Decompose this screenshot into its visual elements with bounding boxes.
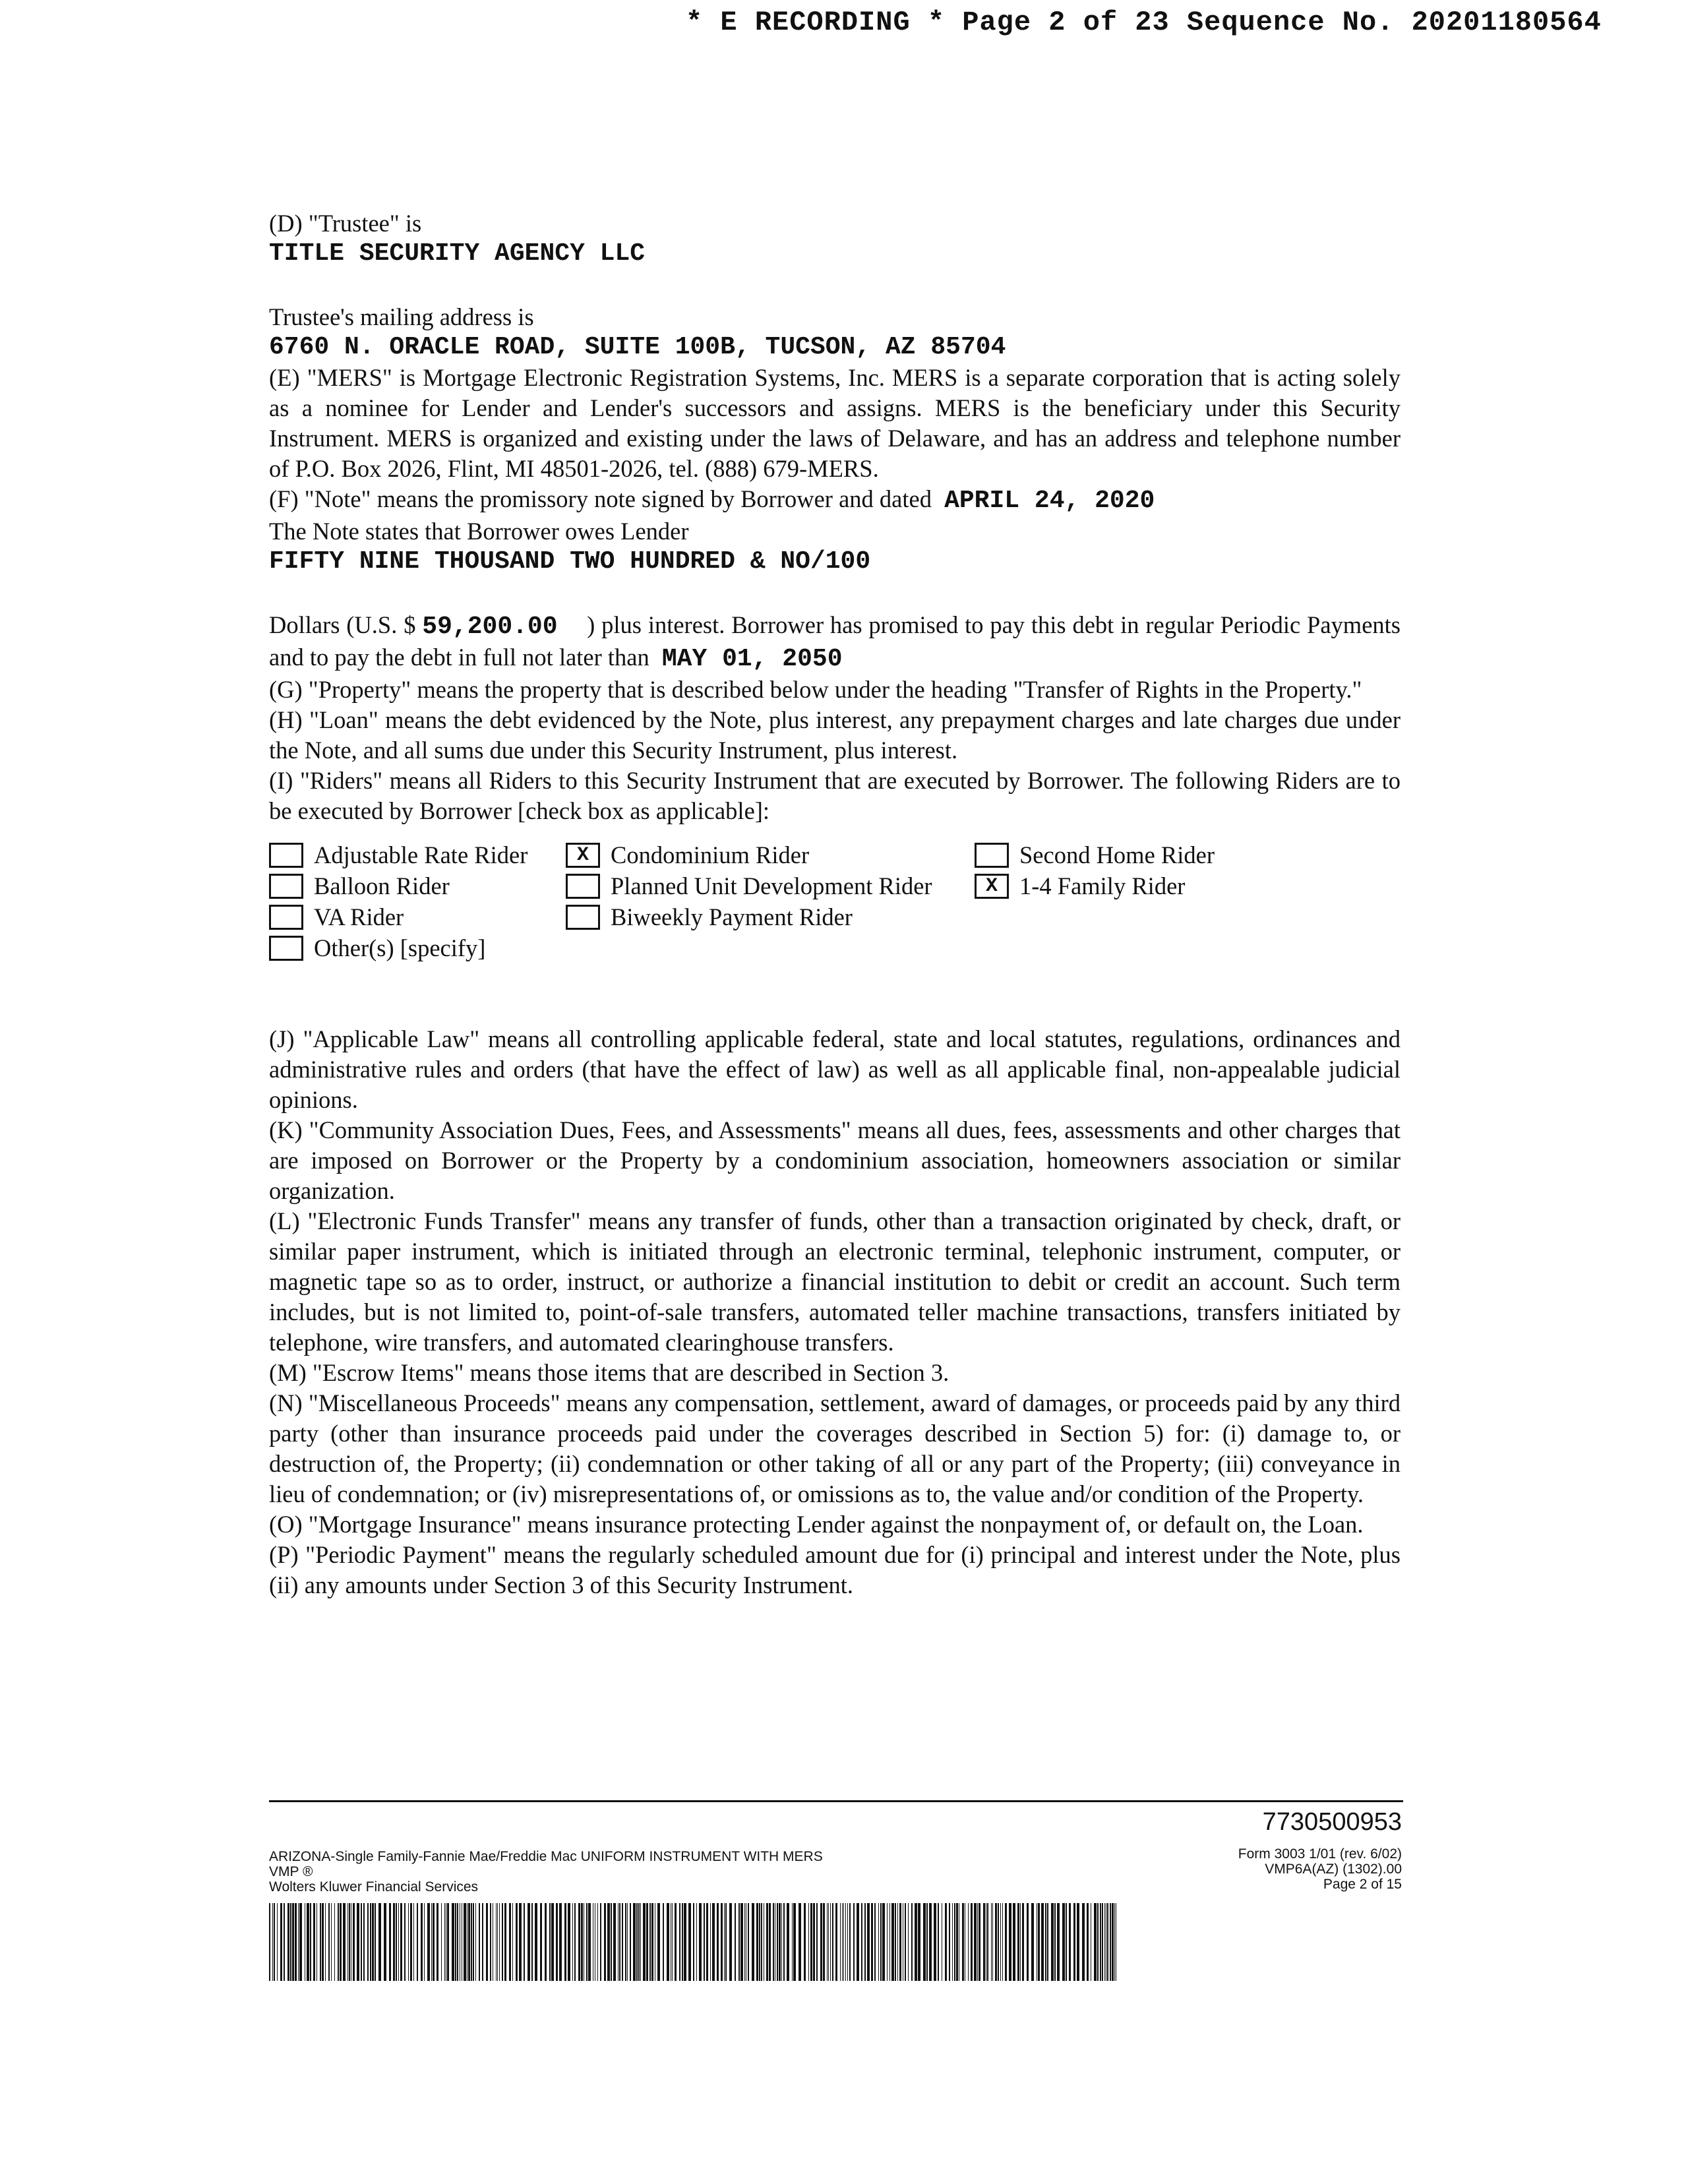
note-prefix: (F) "Note" means the promissory note signed by Borrower and dated <box>269 485 932 512</box>
checkbox[interactable] <box>566 905 600 930</box>
document-body <box>269 208 1401 1600</box>
definition-j: (J) "Applicable Law" means all controlling applicable federal, state and local statutes, regulations, ordinances and administrative rules and orders (that have the effect of law) as well as all applicable final, non-appealable judicial opinions. <box>269 1025 1401 1113</box>
recording-header: * E RECORDING * Page 2 of 23 Sequence No. 20201180564 <box>686 7 1602 38</box>
definition-o: (O) "Mortgage Insurance" means insurance protecting Lender against the nonpayment of, or default on, the Loan. <box>269 1511 1364 1538</box>
checkbox[interactable] <box>269 843 303 868</box>
riders-checklist <box>269 839 1401 963</box>
form-title <box>269 1849 1060 1895</box>
form-code: VMP6A(AZ) (1302).00 <box>1265 1862 1402 1877</box>
rider-label: Biweekly Payment Rider <box>611 903 853 930</box>
definition-k: (K) "Community Association Dues, Fees, and Assessments" means all dues, fees, assessments and other charges that are imposed on Borrower or the Property by a condominium association, homeowners association or similar organization. <box>269 1116 1401 1204</box>
checkbox[interactable] <box>269 936 303 961</box>
rider-label: Adjustable Rate Rider <box>314 841 528 868</box>
rider-adjustable-rate <box>269 839 566 870</box>
barcode-icon <box>269 1903 1120 1981</box>
checkbox[interactable] <box>269 874 303 899</box>
definition-n: (N) "Miscellaneous Proceeds" means any compensation, settlement, award of damages, or proceeds paid by any third party (other than insurance proceeds paid under the coverages described in Section 5) for: (i) damage to, or destruction of, the Property; (ii) condemnation or other taking of all or any part of the Property; (iii) conveyance in lieu of condemnation; or (iv) misrepresentations of, or omissions as to, the value and/or condition of the Property. <box>269 1389 1401 1507</box>
vmp-mark: VMP ® <box>269 1864 313 1879</box>
checkbox[interactable] <box>269 905 303 930</box>
dollars-suffix: ) plus interest. Borrower has promised to pay this debt in regular Periodic Payments and to pay the debt in full not later than <box>269 611 1401 671</box>
form-title-line: ARIZONA-Single Family-Fannie Mae/Freddie Mac UNIFORM INSTRUMENT WITH MERS <box>269 1849 823 1864</box>
checkbox[interactable]: X <box>566 843 600 868</box>
note-definition <box>269 484 1401 516</box>
rider-pud <box>566 870 975 901</box>
rider-label: 1-4 Family Rider <box>1019 872 1186 899</box>
rider-condominium <box>566 839 975 870</box>
rider-label: Balloon Rider <box>314 872 450 899</box>
rider-label: VA Rider <box>314 903 404 930</box>
trustee-address-label: Trustee's mailing address is <box>269 303 534 330</box>
rider-label: Condominium Rider <box>611 841 810 868</box>
loan-number: 7730500953 <box>1262 1808 1402 1836</box>
note-owes: The Note states that Borrower owes Lender <box>269 518 689 545</box>
form-rev: Form 3003 1/01 (rev. 6/02) <box>1238 1846 1402 1862</box>
note-amount: 59,200.00 <box>422 613 558 641</box>
page-indicator: Page 2 of 15 <box>1323 1877 1402 1892</box>
mers-definition: (E) "MERS" is Mortgage Electronic Registration Systems, Inc. MERS is a separate corporation that is acting solely as a nominee for Lender and Lender's successors and assigns. MERS is the beneficiary under this Security Instrument. MERS is organized and existing under the laws of Delaware, and has an address and telephone number of P.O. Box 2026, Flint, MI 48501-2026, tel. (888) 679-MERS. <box>269 364 1401 482</box>
note-amount-words: FIFTY NINE THOUSAND TWO HUNDRED & NO/100 <box>269 547 871 576</box>
rider-biweekly <box>566 901 975 932</box>
rider-label: Planned Unit Development Rider <box>611 872 932 899</box>
rider-label: Second Home Rider <box>1019 841 1215 868</box>
trustee-address: 6760 N. ORACLE ROAD, SUITE 100B, TUCSON, AZ 85704 <box>269 333 1006 361</box>
publisher: Wolters Kluwer Financial Services <box>269 1879 479 1895</box>
note-dollars <box>269 610 1401 675</box>
definition-p: (P) "Periodic Payment" means the regularly scheduled amount due for (i) principal and interest under the Note, plus (ii) any amounts under Section 3 of this Security Instrument. <box>269 1541 1401 1598</box>
checkbox[interactable] <box>566 874 600 899</box>
rider-other <box>269 932 566 963</box>
rider-1-4-family <box>975 870 1304 901</box>
note-date: APRIL 24, 2020 <box>944 487 1155 515</box>
checkbox[interactable]: X <box>975 874 1009 899</box>
rider-second-home <box>975 839 1304 870</box>
maturity-date: MAY 01, 2050 <box>661 645 843 673</box>
checkbox[interactable] <box>975 843 1009 868</box>
rider-empty <box>975 901 1304 932</box>
definition-g: (G) "Property" means the property that is described below under the heading "Transfer of Rights in the Property." <box>269 676 1362 703</box>
footer-rule <box>269 1800 1403 1802</box>
trustee-label: (D) "Trustee" is <box>269 210 422 237</box>
rider-label: Other(s) [specify] <box>314 934 486 961</box>
form-number <box>1121 1846 1402 1892</box>
rider-va <box>269 901 566 932</box>
definition-i: (I) "Riders" means all Riders to this Security Instrument that are executed by Borrower. The following Riders are to be executed by Borrower [check box as applicable]: <box>269 767 1401 824</box>
definition-h: (H) "Loan" means the debt evidenced by the Note, plus interest, any prepayment charges and late charges due under the Note, and all sums due under this Security Instrument, plus interest. <box>269 706 1401 764</box>
rider-balloon <box>269 870 566 901</box>
trustee-name: TITLE SECURITY AGENCY LLC <box>269 239 646 268</box>
dollars-prefix: Dollars (U.S. $ <box>269 611 416 638</box>
definition-m: (M) "Escrow Items" means those items that are described in Section 3. <box>269 1359 950 1386</box>
definition-l: (L) "Electronic Funds Transfer" means any transfer of funds, other than a transaction originated by check, draft, or similar paper instrument, which is initiated through an electronic terminal, telephonic instrument, computer, or magnetic tape so as to order, instruct, or authorize a financial institution to debit or credit an account. Such term includes, but is not limited to, point-of-sale transfers, automated teller machine transactions, transfers initiated by telephone, wire transfers, and automated clearinghouse transfers. <box>269 1207 1401 1356</box>
